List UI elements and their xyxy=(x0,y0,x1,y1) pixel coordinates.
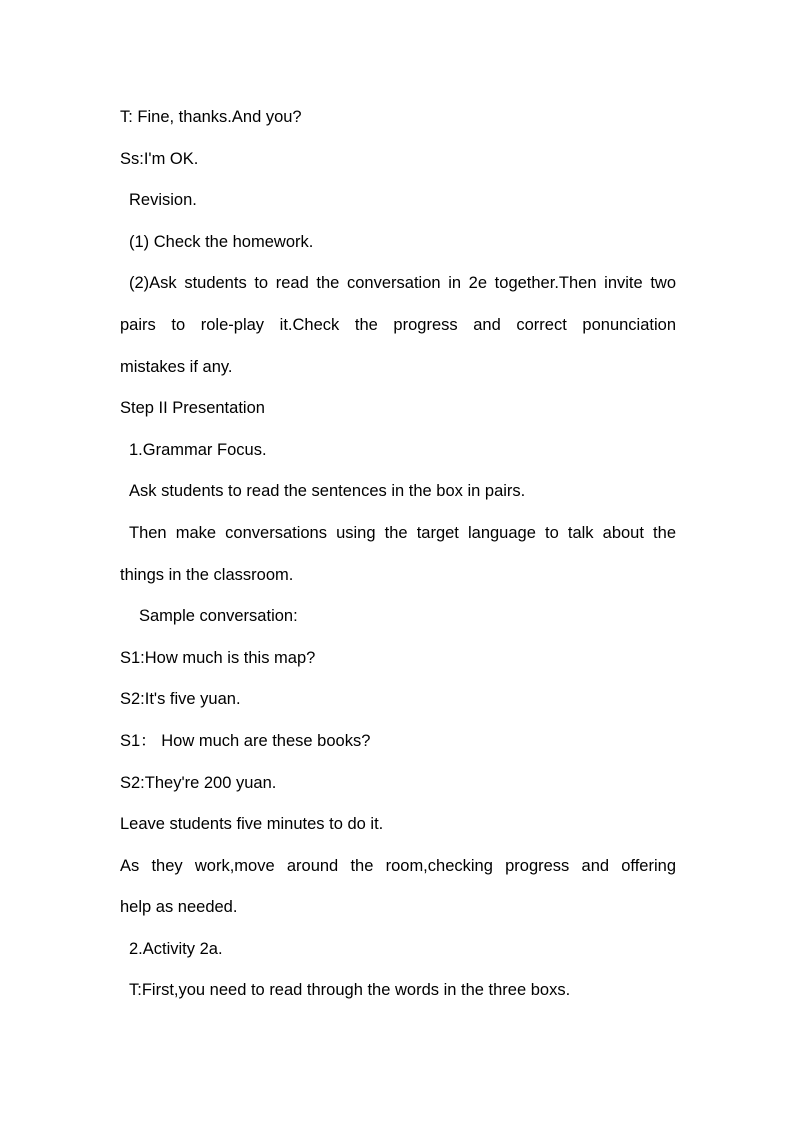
text-line: 2.Activity 2a. xyxy=(129,939,223,958)
text-line: (1) Check the homework. xyxy=(129,232,314,251)
text-line: pairs to role-play it.Check the progress and correct ponunciation xyxy=(120,315,676,334)
text-line: Ss:I'm OK. xyxy=(120,149,199,168)
section-heading: Step II Presentation xyxy=(120,399,265,418)
dialogue-line: S2:They're 200 yuan. xyxy=(120,773,277,792)
text-line: mistakes if any. xyxy=(120,357,233,376)
text-line: 1.Grammar Focus. xyxy=(129,440,267,459)
text-line: things in the classroom. xyxy=(120,565,294,584)
dialogue-line: S1:How much is this map? xyxy=(120,648,316,667)
dialogue-line: S2:It's five yuan. xyxy=(120,690,241,709)
text-line: T:First,you need to read through the words in the three boxs. xyxy=(129,981,571,1000)
text-line: Sample conversation: xyxy=(139,607,298,626)
dialogue-line: S1： How much are these books? xyxy=(120,731,371,750)
text-line: (2)Ask students to read the conversation in 2e together.Then invite two xyxy=(129,274,676,293)
text-line: Then make conversations using the target language to talk about the xyxy=(129,523,676,542)
text-line: Leave students five minutes to do it. xyxy=(120,815,384,834)
text-line: As they work,move around the room,checking progress and offering xyxy=(120,856,676,875)
document-body xyxy=(120,103,676,1018)
section-heading: Revision. xyxy=(129,191,197,210)
text-line: T: Fine, thanks.And you? xyxy=(120,108,302,126)
text-line: help as needed. xyxy=(120,898,238,917)
text-line: Ask students to read the sentences in the box in pairs. xyxy=(129,482,526,501)
